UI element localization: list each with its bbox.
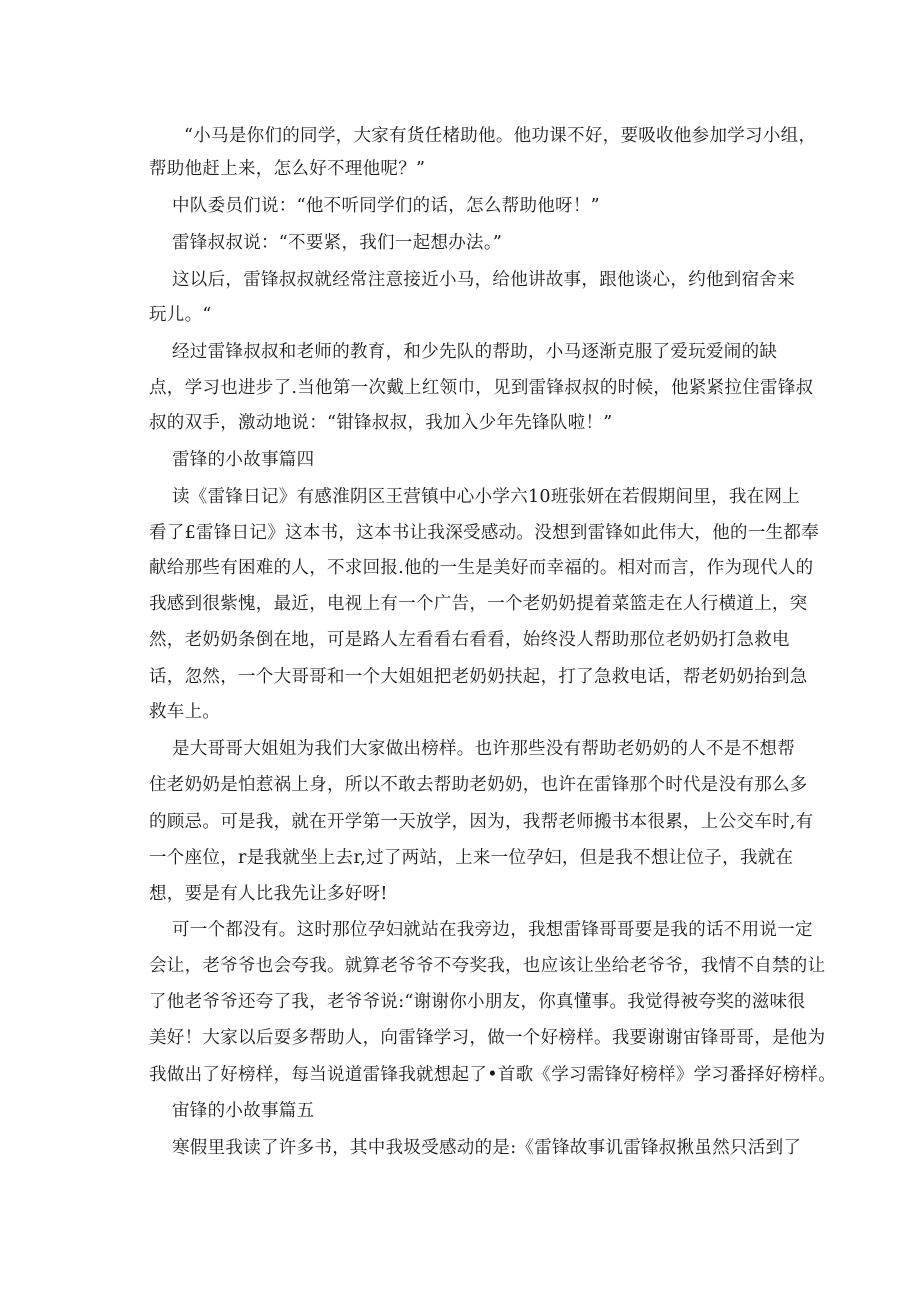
- text-line: 寒假里我读了许多书，其中我圾受感动的是:《雷锋故事讥雷锋叔揪虽然只活到了: [172, 1138, 802, 1158]
- text-line: 经过雷锋叔叔和老师的教育，和少先队的帮助，小马逐渐克服了爱玩爱闹的缺: [172, 342, 778, 362]
- text-line: 帮助他赶上来，怎么好不理他呢？”: [149, 159, 426, 179]
- text-line: 话，忽然，一个大哥哥和一个大姐姐把老奶奶扶起，打了急救电话，帮老奶奶抬到急: [149, 667, 808, 687]
- text-line: 一个座位，r是我就坐上去r,过了两站，上来一位孕妇，但是我不想让位子，我就在: [149, 848, 794, 868]
- text-line: 这以后，雷锋叔叔就经常注意接近小马，给他讲故事，跟他谈心，约他到宿舍来: [172, 270, 795, 290]
- text-line: 然，老奶奶条倒在地，可是路人左看看右看看，始终没人帮助那位老奶奶打急救电: [149, 630, 790, 650]
- text-line: 的顾忌。可是我，就在开学第一天放学，因为，我帮老师搬书本很累，上公交车时,有: [149, 812, 814, 832]
- text-line: “小马是你们的同学，大家有货任楮助他。他功课不好，要吸收他参加学习小组，: [184, 126, 817, 146]
- text-line: 我感到很紫愧，最近，电视上有一个广告，一个老奶奶提着菜篮走在人行横道上，突: [149, 594, 808, 614]
- text-line: 雷锋叔叔说：“不要紧，我们一起想办法。”: [172, 233, 503, 253]
- text-line: 可一个都没有。这时那位孕妇就站在我旁边，我想雷锋哥哥要是我的话不用说一定: [172, 920, 813, 940]
- text-line: 读《雷锋日记》有感淮阴区王营镇中心小学六10班张妍在若假期间里，我在网上: [172, 487, 801, 507]
- text-line: 我做出了好榜样，每当说道雷锋我就想起了•首歌《学习需锋好榜样》学习番择好榜样。: [149, 1065, 837, 1085]
- text-line: 是大哥哥大姐姐为我们大家做出榜样。也许那些没有帮助老奶奶的人不是不想帮: [172, 739, 795, 759]
- text-line: 点，学习也进步了.当他第一次戴上红领巾，见到雷锋叔叔的时候，他紧紧拉住雷锋叔: [149, 378, 814, 398]
- text-line: 叔的双手，激动地说：“钳锋叔叔，我加入少年先锋队啦！”: [149, 413, 613, 433]
- section-heading: 宙锋的小故事篇五: [172, 1101, 315, 1121]
- text-line: 看了£雷锋日记》这本书，这本书让我深受感动。没想到雷锋如此伟大，他的一生都奉: [149, 523, 820, 543]
- text-line: 美好！大家以后耍多帮助人，向雷锋学习，做一个好榜样。我要谢谢宙锋哥哥，是他为: [149, 1028, 826, 1048]
- text-line: 中队委员们说：“他不听同学们的话，怎么帮助他呀！”: [172, 196, 600, 216]
- text-line: 会让，老爷爷也会夸我。就算老爷爷不夸奖我，也应该让坐给老爷爷，我情不自禁的让: [149, 956, 826, 976]
- text-line: 玩儿。“: [149, 305, 212, 325]
- section-heading: 雷锋的小故事篇四: [172, 450, 315, 470]
- text-line: 了他老爷爷还夸了我，老爷爷说:“谢谢你小朋友，你真懂事。我觉得被夸奖的滋味很: [149, 992, 806, 1012]
- text-line: 想，要是有人比我先让多好呀!: [149, 884, 388, 904]
- text-line: 献给那些有困难的人，不求回报.他的一生是美好而幸福的。相对而言，作为现代人的: [149, 558, 814, 578]
- text-line: 住老奶奶是怕惹祸上身，所以不敢去帮助老奶奶，也许在雷锋那个时代是没有那么多: [149, 775, 808, 795]
- text-line: 救车上。: [149, 702, 221, 722]
